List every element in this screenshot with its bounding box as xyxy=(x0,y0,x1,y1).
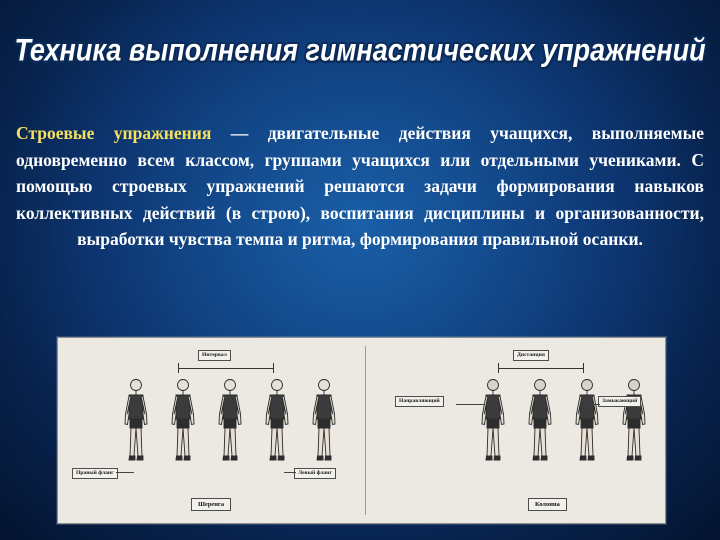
diagram-divider xyxy=(365,346,366,515)
label-leading: Направляющий xyxy=(395,396,444,407)
right-flank-leader xyxy=(116,472,134,473)
label-left-flank: Левый фланг xyxy=(294,468,336,479)
person-figure xyxy=(309,376,339,468)
interval-arrow xyxy=(178,368,273,369)
person-figure xyxy=(168,376,198,468)
distance-tick-right xyxy=(583,363,584,373)
person-figure xyxy=(262,376,292,468)
person-figure xyxy=(525,376,555,468)
body-paragraph xyxy=(16,120,704,253)
person-figure xyxy=(619,376,649,468)
label-right-flank: Правый фланг xyxy=(72,468,118,479)
leading-leader xyxy=(456,404,484,405)
interval-tick-left xyxy=(178,363,179,373)
label-interval: Интервал xyxy=(198,350,231,361)
left-flank-leader xyxy=(284,472,296,473)
closing-leader xyxy=(588,404,600,405)
person-figure xyxy=(478,376,508,468)
caption-line: Шеренга xyxy=(191,498,231,511)
label-distance: Дистанция xyxy=(513,350,549,361)
caption-column: Колонна xyxy=(528,498,567,511)
lead-term: Строевые упражнения xyxy=(16,123,212,143)
person-figure xyxy=(572,376,602,468)
label-closing: Замыкающий xyxy=(598,396,641,407)
formation-diagram xyxy=(57,337,666,524)
interval-tick-right xyxy=(273,363,274,373)
distance-tick-left xyxy=(498,363,499,373)
page-title: Техника выполнения гимнастических упражнений xyxy=(14,32,706,68)
person-figure xyxy=(121,376,151,468)
body-rest: — двигательные действия учащихся, выполняемые одновременно всем классом, группами учащихся или отдельными учениками. С помощью строевых упражнений решаются задачи формирования навыков коллективных действий (в строю), воспитания дисциплины и организованности, выработки чувства темпа и ритма, формирования правильной осанки. xyxy=(16,123,704,249)
distance-arrow xyxy=(498,368,583,369)
person-figure xyxy=(215,376,245,468)
